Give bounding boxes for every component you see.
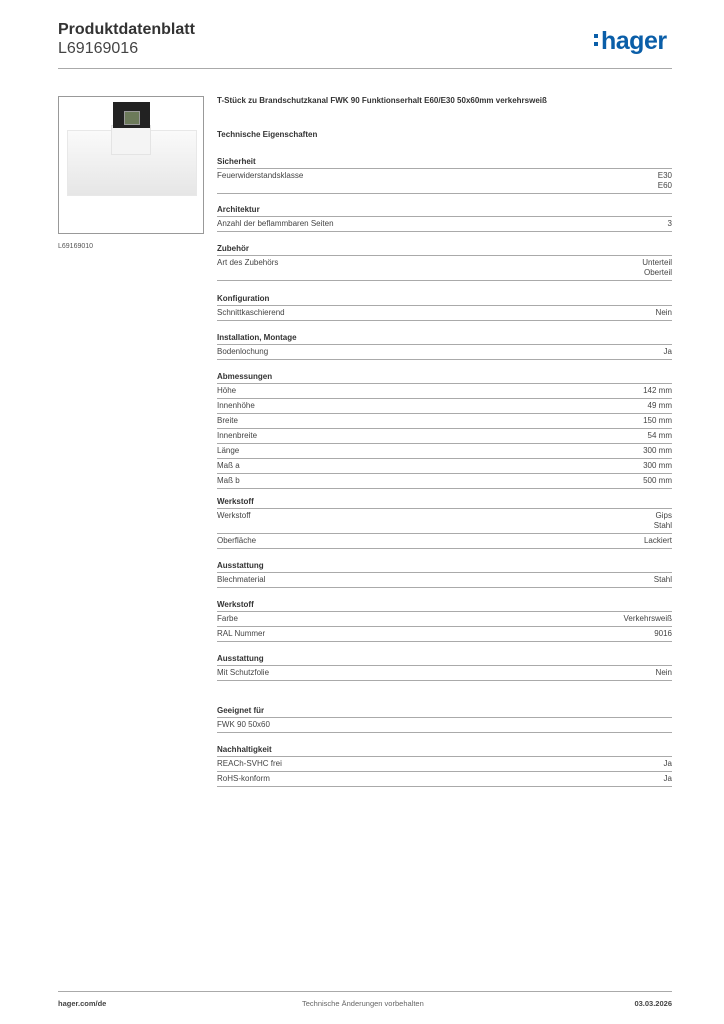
property-row — [217, 169, 672, 194]
property-value-line: Nein — [655, 308, 672, 317]
section-heading: Sicherheit — [217, 156, 672, 169]
property-value-line: E60 — [657, 181, 672, 190]
property-label: Schnittkaschierend — [217, 308, 285, 317]
section-heading: Zubehör — [217, 243, 672, 256]
property-row — [217, 666, 672, 681]
property-value-line: Lackiert — [643, 536, 672, 545]
property-row — [217, 459, 672, 474]
property-value-line: 49 mm — [647, 401, 672, 410]
property-value — [643, 461, 672, 471]
property-label: Farbe — [217, 614, 238, 623]
property-row — [217, 627, 672, 642]
property-label: Höhe — [217, 386, 237, 395]
property-row — [217, 384, 672, 399]
product-image — [58, 96, 204, 234]
property-value — [644, 536, 672, 546]
property-label: RoHS-konform — [217, 774, 270, 783]
property-label: Innenbreite — [217, 431, 258, 440]
property-value — [643, 446, 672, 456]
property-value-line: Oberteil — [643, 268, 672, 277]
brand-logo — [594, 27, 667, 56]
property-label: Werkstoff — [217, 511, 251, 520]
property-row — [217, 399, 672, 414]
section — [217, 599, 672, 642]
property-row — [217, 429, 672, 444]
property-label: Maß a — [217, 461, 240, 470]
property-value-line: 9016 — [654, 629, 672, 638]
property-value-line: Stahl — [653, 521, 672, 530]
property-value-line: E30 — [657, 171, 672, 180]
section-heading: Ausstattung — [217, 560, 672, 573]
property-row — [217, 718, 672, 733]
section-heading: Architektur — [217, 204, 672, 217]
property-row — [217, 306, 672, 321]
section-heading: Abmessungen — [217, 371, 672, 384]
section-heading: Ausstattung — [217, 653, 672, 666]
property-label: Blechmaterial — [217, 575, 266, 584]
property-value-line: Verkehrsweiß — [623, 614, 672, 623]
property-row — [217, 573, 672, 588]
section — [217, 204, 672, 232]
property-value — [643, 386, 672, 396]
property-row — [217, 757, 672, 772]
property-value-line: Ja — [663, 759, 672, 768]
property-row — [217, 345, 672, 360]
product-number: L69169016 — [58, 40, 139, 57]
property-label: Oberfläche — [217, 536, 257, 545]
property-label: REACh-SVHC frei — [217, 759, 282, 768]
property-value — [643, 476, 672, 486]
property-label: Länge — [217, 446, 240, 455]
property-value-line: Ja — [663, 347, 672, 356]
property-row — [217, 414, 672, 429]
property-row — [217, 612, 672, 627]
footer-website: hager.com/de — [58, 999, 107, 1008]
property-value — [642, 258, 672, 278]
property-value-line: 3 — [667, 219, 672, 228]
property-label: Art des Zubehörs — [217, 258, 279, 267]
section — [217, 156, 672, 194]
image-caption: L69169010 — [58, 243, 94, 250]
property-value-line: 300 mm — [643, 461, 672, 470]
property-label: Feuerwiderstandsklasse — [217, 171, 304, 180]
property-label: Maß b — [217, 476, 240, 485]
property-row — [217, 534, 672, 549]
property-label: Breite — [217, 416, 238, 425]
property-value — [654, 511, 672, 531]
property-label: Anzahl der beflammbaren Seiten — [217, 219, 334, 228]
property-value-line: Ja — [663, 774, 672, 783]
property-value — [668, 219, 672, 229]
footer-date: 03.03.2026 — [634, 999, 672, 1008]
property-value-line: 150 mm — [643, 416, 672, 425]
header-divider — [58, 68, 672, 69]
technical-properties-heading: Technische Eigenschaften — [217, 130, 318, 139]
property-label: Bodenlochung — [217, 347, 269, 356]
property-value-line: 54 mm — [647, 431, 672, 440]
property-label: Mit Schutzfolie — [217, 668, 270, 677]
property-label: FWK 90 50x60 — [217, 720, 270, 729]
section — [217, 293, 672, 321]
section-heading: Geeignet für — [217, 705, 672, 718]
property-value — [654, 629, 672, 639]
property-value — [654, 575, 672, 585]
property-row — [217, 772, 672, 787]
property-value-line: 142 mm — [643, 386, 672, 395]
property-row — [217, 509, 672, 534]
property-value — [664, 759, 672, 769]
section-heading: Werkstoff — [217, 599, 672, 612]
section-heading: Konfiguration — [217, 293, 672, 306]
property-value-line: Stahl — [653, 575, 672, 584]
property-value — [664, 347, 672, 357]
property-row — [217, 256, 672, 281]
property-label: Innenhöhe — [217, 401, 255, 410]
property-value — [658, 171, 672, 191]
page-title: Produktdatenblatt — [58, 21, 195, 38]
section — [217, 653, 672, 681]
section-heading: Nachhaltigkeit — [217, 744, 672, 757]
section — [217, 243, 672, 281]
logo-text: hager — [601, 27, 667, 55]
property-value — [648, 431, 672, 441]
footer-divider — [58, 991, 672, 992]
property-value-line: Nein — [655, 668, 672, 677]
property-value — [656, 668, 672, 678]
property-value-line: Gips — [655, 511, 672, 520]
property-value-line: 300 mm — [643, 446, 672, 455]
property-label: RAL Nummer — [217, 629, 266, 638]
product-image-top — [113, 102, 150, 128]
property-row — [217, 217, 672, 232]
property-value-line: 500 mm — [643, 476, 672, 485]
property-value — [648, 401, 672, 411]
property-row — [217, 444, 672, 459]
property-value — [656, 308, 672, 318]
logo-dots-icon — [594, 34, 599, 46]
section — [217, 371, 672, 489]
section-heading: Werkstoff — [217, 496, 672, 509]
section — [217, 705, 672, 733]
section — [217, 496, 672, 549]
property-value — [664, 774, 672, 784]
section — [217, 560, 672, 588]
footer-disclaimer: Technische Änderungen vorbehalten — [302, 999, 424, 1008]
section — [217, 744, 672, 787]
section — [217, 332, 672, 360]
property-value-line: Unterteil — [642, 258, 672, 267]
property-value — [624, 614, 672, 624]
product-image-stub — [111, 125, 151, 155]
section-heading: Installation, Montage — [217, 332, 672, 345]
product-title: T-Stück zu Brandschutzkanal FWK 90 Funktionserhalt E60/E30 50x60mm verkehrsweiß — [217, 96, 547, 105]
property-value — [643, 416, 672, 426]
property-row — [217, 474, 672, 489]
